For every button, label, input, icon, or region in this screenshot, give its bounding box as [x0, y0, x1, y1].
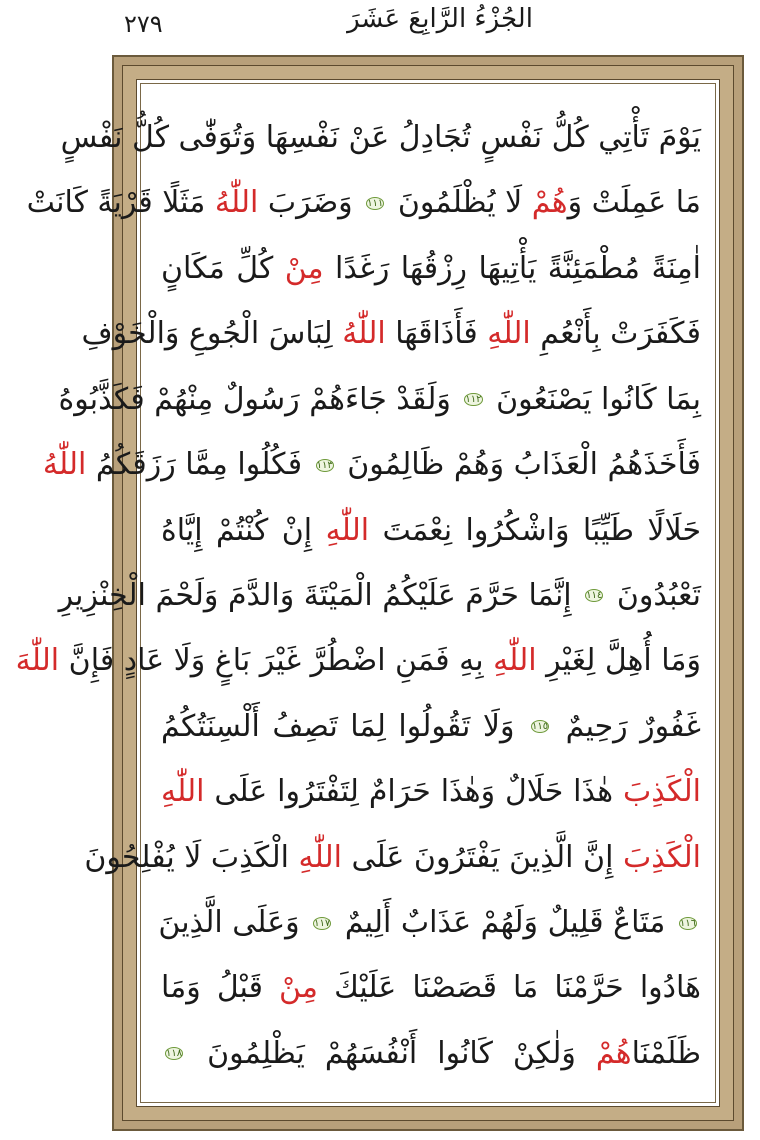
highlighted-word: هُمْ [531, 185, 568, 221]
text-line [60, 110, 701, 166]
verse-text: هَادُوا حَرَّمْنَا مَا قَصَصْنَا عَلَيْكَ [317, 970, 701, 1006]
highlighted-word: اللّٰهُ [214, 185, 259, 221]
ayah-number-marker: ١١٤ [586, 590, 603, 602]
juz-title: الجُزْءُ الرَّابِعَ عَشَرَ [347, 4, 533, 34]
verse-text: إِنَّ الَّذِينَ يَفْتَرُونَ عَلَى [342, 839, 623, 875]
highlighted-word: مِنْ [279, 970, 318, 1006]
text-line [58, 568, 701, 624]
ayah-number-marker: ١١٧ [314, 917, 331, 929]
ayah-number-marker: ١١٦ [679, 917, 696, 929]
verse-text: فَأَذَاقَهَا [385, 316, 488, 352]
verse-text: وَلَا تَقُولُوا لِمَا تَصِفُ أَلْسِنَتُكُمُ [161, 708, 527, 744]
text-line [161, 699, 701, 755]
verse-text: ظَلَمْنَا [631, 1035, 701, 1071]
verse-text: مَا عَمِلَتْ وَ [567, 185, 701, 221]
highlighted-word: اللّٰهُ [342, 316, 386, 352]
verse-text: يَوْمَ تَأْتِي كُلُّ نَفْسٍ تُجَادِلُ عَنْ نَفْسِهَا وَتُوَفّٰى كُلُّ نَفْسٍ [60, 120, 701, 155]
verse-text: تَعْبُدُونَ [607, 577, 701, 613]
page-header [0, 0, 760, 52]
ayah-number-marker: ١١٢ [465, 394, 482, 406]
verse-text: وَلٰكِنْ كَانُوا أَنْفُسَهُمْ يَظْلِمُونَ [187, 1035, 596, 1071]
highlighted-word: اللّٰهِ [487, 316, 531, 352]
highlighted-word: اللّٰهَ [15, 643, 60, 679]
verse-text: إِنْ كُنْتُمْ إِيَّاهُ [161, 512, 326, 548]
text-line [161, 1026, 701, 1082]
highlighted-word: اللّٰهِ [298, 839, 342, 875]
verse-text: فَكَفَرَتْ بِأَنْعُمِ [530, 316, 701, 352]
verse-text: فَكُلُوا مِمَّا رَزَقَكُمُ [86, 447, 312, 483]
ornamental-frame [15, 55, 744, 1131]
ayah-number-marker: ١١١ [367, 197, 384, 209]
text-line [81, 306, 701, 362]
verse-text: بِمَا كَانُوا يَصْنَعُونَ [486, 381, 701, 417]
verse-text: بِهِ فَمَنِ اضْطُرَّ غَيْرَ بَاغٍ وَلَا عَادٍ فَإِنَّ [59, 643, 494, 679]
page-number: ٢٧٩ [124, 10, 163, 38]
text-line [161, 960, 701, 1016]
highlighted-word: اللّٰهِ [493, 643, 537, 679]
verse-text: مَثَلًا قَرْيَةً كَانَتْ [26, 185, 215, 221]
verse-text: مَتَاعٌ قَلِيلٌ وَلَهُمْ عَذَابٌ أَلِيمٌ [335, 905, 675, 941]
verse-text: وَعَلَى الَّذِينَ [158, 905, 310, 941]
verse-text: حَلَالًا طَيِّبًا وَاشْكُرُوا نِعْمَتَ [369, 512, 701, 548]
verse-text: قَبْلُ وَمَا [161, 970, 280, 1006]
verse-text: غَفُورٌ رَحِيمٌ [553, 708, 701, 744]
ayah-number-marker: ١١٨ [166, 1048, 183, 1060]
verse-text: وَمَا أُهِلَّ لِغَيْرِ [536, 643, 701, 679]
verse-text: فَأَخَذَهُمُ الْعَذَابُ وَهُمْ ظَالِمُونَ [337, 447, 701, 483]
verse-text: وَلَقَدْ جَاءَهُمْ رَسُولٌ مِنْهُمْ فَكَذَّبُوهُ [58, 381, 461, 417]
highlighted-word: مِنْ [284, 250, 324, 286]
verse-text: وَضَرَبَ [258, 185, 363, 221]
highlighted-word: الْكَذِبَ [622, 774, 701, 810]
text-line [84, 830, 701, 886]
verse-text: اٰمِنَةً مُطْمَئِنَّةً يَأْتِيهَا رِزْقُهَا رَغَدًا [323, 250, 701, 286]
verse-text: إِنَّمَا حَرَّمَ عَلَيْكُمُ الْمَيْتَةَ وَالدَّمَ وَلَحْمَ الْخِنْزِيرِ [58, 577, 582, 613]
text-line [161, 503, 701, 559]
highlighted-word: الْكَذِبَ [622, 839, 701, 875]
verse-text: لَا يُظْلَمُونَ [388, 185, 532, 221]
text-line [26, 175, 701, 231]
text-line [58, 372, 701, 428]
text-line [161, 241, 701, 297]
verse-text: كُلِّ مَكَانٍ [161, 250, 285, 286]
text-line [161, 764, 701, 820]
highlighted-word: اللّٰهُ [42, 447, 87, 483]
quran-text-body [15, 110, 701, 1082]
highlighted-word: اللّٰهِ [325, 512, 370, 548]
highlighted-word: اللّٰهِ [161, 774, 205, 810]
text-line [15, 633, 701, 689]
text-line [42, 437, 701, 493]
text-line [158, 895, 701, 951]
verse-text: لِبَاسَ الْجُوعِ وَالْخَوْفِ [81, 316, 343, 352]
highlighted-word: هُمْ [595, 1035, 632, 1071]
ayah-number-marker: ١١٣ [316, 459, 333, 471]
text-panel [15, 79, 720, 1107]
ayah-number-marker: ١١٥ [531, 721, 549, 733]
verse-text: هٰذَا حَلَالٌ وَهٰذَا حَرَامٌ لِتَفْتَرُوا عَلَى [204, 774, 623, 810]
verse-text: الْكَذِبَ لَا يُفْلِحُونَ [84, 839, 299, 875]
